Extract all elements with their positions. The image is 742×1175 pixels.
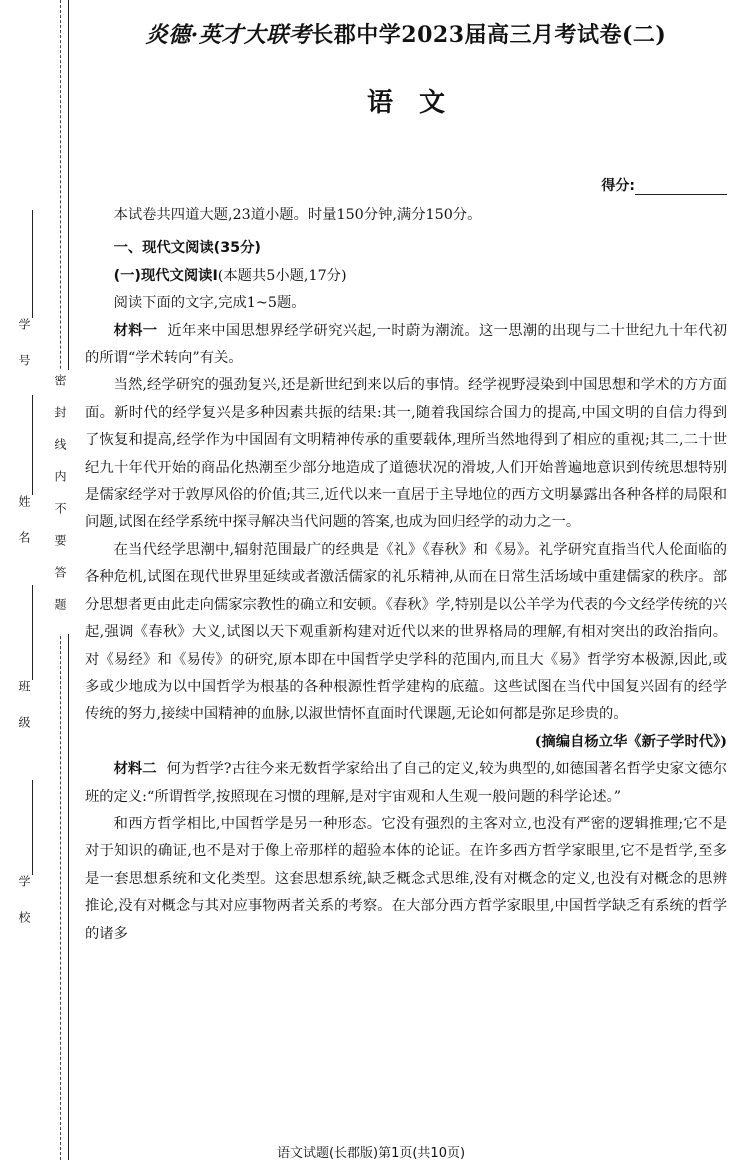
subject-title: 语文 [366, 88, 471, 118]
student-id-field[interactable] [16, 210, 48, 376]
score-field[interactable] [601, 175, 727, 195]
brand-name: 炎德·英才大联考 [145, 22, 312, 48]
name-field[interactable] [16, 395, 48, 553]
material2-paragraph-1 [85, 756, 727, 811]
material1-paragraph-1 [85, 318, 727, 373]
material1-paragraph-3: 在当代经学思潮中,辐射范围最广的经典是《礼》《春秋》和《易》。礼学研究直指当代人伦面临的各种危机,试图在现代世界里延续或者激活儒家的礼乐精神,从而在日常生活场域中重建儒家的秩序。部分思想者更由此走向儒家宗教性的确立和安顿。《春秋》学,特别是以公羊学为代表的今文经学传统的兴起,强调《春秋》大义,试图以天下观重新构建对近代以来的世界格局的理解,有相对突出的政治指向。对《易经》和《易传》的研究,原本即在中国哲学史学科的范围内,而且大《易》哲学穷本极源,因此,或多或少地成为以中国哲学为根基的各种根源性哲学建构的底蕴。这些试图在当代中国复兴固有的经学传统的努力,接续中国精神的血脉,以淑世情怀直面时代课题,无论如何都是弥足珍贵的。 [85, 541, 727, 723]
material1-source: (摘编自杨立华《新子学时代》) [534, 733, 727, 750]
school-label: 学 校 [17, 875, 31, 933]
school-field[interactable] [16, 780, 48, 933]
student-id-blank [32, 210, 33, 318]
class-blank [32, 585, 33, 680]
score-blank [635, 180, 727, 195]
subsection-note: (本题共5小题,17分) [217, 267, 347, 284]
exam-title [85, 18, 727, 49]
material1-label: 材料一 [113, 322, 158, 339]
material2-paragraph-2: 和西方哲学相比,中国哲学是另一种形态。它没有强烈的主客对立,也没有严密的逻辑推理;它不是对于知识的确证,也不是对于像上帝那样的超验本体的论证。在许多西方哲学家眼里,它不是哲学,至多是一套思想系统和文化类型。这套思想系统,缺乏概念式思维,没有对概念的定义,也没有对概念的思辨推论,没有对概念与其对应事物两者关系的考察。在大部分西方哲学家眼里,中国哲学缺乏有系统的哲学的诸多 [85, 815, 727, 942]
material1-text-1: 近年来中国思想界经学研究兴起,一时蔚为潮流。这一思潮的出现与二十世纪九十年代初的所谓“学术转向”有关。 [85, 322, 728, 367]
score-label: 得分: [601, 178, 635, 194]
material2-text-1: 何为哲学?古往今来无数哲学家给出了自己的定义,较为典型的,如德国著名哲学史家文德尔班的定义:“所谓哲学,按照现在习惯的理解,是对宇宙观和人生观一般问题的科学论述。” [85, 761, 727, 805]
binding-margin [0, 0, 78, 1175]
seal-notice: 密封线内不要答题 [52, 370, 69, 634]
reading-instruction: 阅读下面的文字,完成1~5题。 [113, 295, 306, 312]
class-field[interactable] [16, 585, 48, 738]
material1-paragraph-2: 当然,经学研究的强劲复兴,还是新世纪到来以后的事情。经学视野浸染到中国思想和学术的方方面面。新时代的经学复兴是多种因素共振的结果:其一,随着我国综合国力的提高,中国文明的自信力得到了恢复和提高,经学作为中国固有文明精神传承的重要载体,理所当然地得到了相应的重视;其二,二十世纪九十年代开始的商品化热潮至少部分地造成了道德状况的滑坡,人们开始普遍地意识到传统思想特别是儒家经学对于敦厚风俗的价值;其三,近代以来一直居于主导地位的西方文明暴露出各种各样的局限和问题,试图在经学系统中探寻解决当代问题的答案,也成为回归经学的动力之一。 [85, 377, 727, 531]
name-label: 姓 名 [17, 495, 31, 553]
school-blank [32, 780, 33, 875]
subsection-heading [85, 263, 727, 290]
section-heading: 一、现代文阅读(35分) [113, 240, 261, 257]
material2-label: 材料二 [113, 761, 157, 778]
class-label: 班 级 [17, 680, 31, 738]
subsection-title: (一)现代文阅读Ⅰ [113, 267, 218, 284]
exam-intro: 本试卷共四道大题,23道小题。时量150分钟,满分150分。 [113, 207, 482, 223]
name-blank [32, 395, 33, 495]
page-footer: 语文试题(长郡版)第1页(共10页) [276, 1146, 466, 1161]
exam-name: 长郡中学2023届高三月考试卷(二) [311, 22, 667, 48]
student-id-label: 学 号 [17, 318, 31, 376]
exam-body [85, 202, 727, 948]
